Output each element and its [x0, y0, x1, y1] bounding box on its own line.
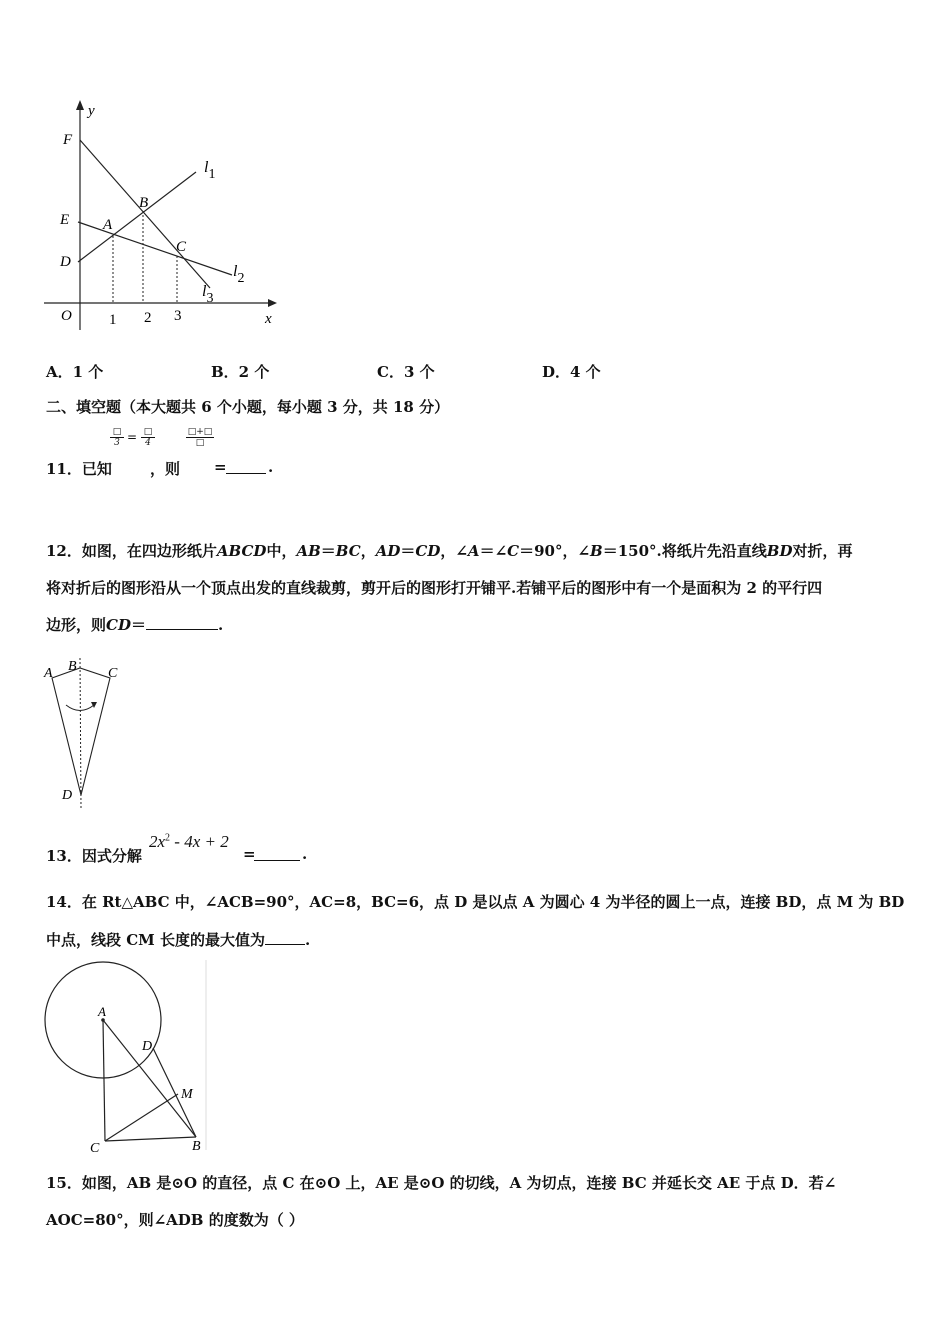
q12-text: 边形，则	[46, 616, 107, 634]
q14-text: 中点，线段 CM 长度的最大值为	[46, 931, 265, 949]
q12-var: CD	[106, 616, 131, 634]
q12-var: B	[590, 542, 603, 560]
q13-expr-sup: 2	[165, 832, 171, 844]
q11-frac2-num: □	[141, 427, 155, 438]
line-l2	[78, 222, 232, 275]
q14-circle-figure	[30, 955, 220, 1155]
line-label-l2: l2	[233, 263, 245, 286]
q12-text: ＝	[400, 542, 416, 560]
q11-prefix: 11．已知	[46, 460, 112, 478]
fold-line-bd	[80, 658, 81, 808]
q12-line-3	[46, 614, 223, 635]
q12-var: A	[467, 542, 480, 560]
kite-label-c: C	[108, 666, 118, 681]
fig14-label-a: A	[98, 1004, 106, 1019]
point-label-f: F	[63, 132, 73, 148]
q12-text: 中，	[266, 542, 297, 560]
q12-text: ＝90°，∠	[519, 542, 591, 560]
q12-text: ＝150°.将纸片先沿直线	[602, 542, 767, 560]
q11-tail: =	[214, 458, 227, 476]
q14-line-1: 14．在 Rt△ABC 中，∠ACB=90°，AC=8，BC=6，点 D 是以点 A 为圆心 4 为半径的圆上一点，连接 BD，点 M 为 BD	[46, 893, 905, 911]
q12-answer-blank[interactable]	[146, 615, 218, 630]
q11-end: .	[268, 458, 274, 476]
q14-answer-blank[interactable]	[265, 930, 305, 945]
tick-label-2: 2	[144, 310, 152, 326]
fig14-label-m: M	[181, 1087, 193, 1102]
q15-line-1: 15．如图，AB 是⊙O 的直径，点 C 在⊙O 上，AE 是⊙O 的切线，A 为切点，连接 BC 并延长交 AE 于点 D．若∠	[46, 1174, 837, 1192]
line-label-l3: l3	[202, 283, 214, 306]
q12-text: ＝∠	[479, 542, 508, 560]
q11-frac3-den: □	[195, 438, 205, 448]
q12-var: ABCD	[216, 542, 267, 560]
q13-end: .	[302, 845, 308, 863]
fig14-label-d: D	[142, 1039, 153, 1054]
segment-ac	[103, 1020, 105, 1141]
q13-expr-a: 2x	[149, 832, 166, 851]
fig14-label-b: B	[192, 1139, 201, 1154]
q12-line-2: 将对折后的图形沿从一个顶点出发的直线裁剪，剪开后的图形打开铺平.若铺平后的图形中有一个是面积为 2 的平行四	[46, 579, 823, 597]
axis-y-label: y	[88, 103, 95, 119]
q12-line-1	[46, 540, 852, 561]
q10-option-d: D．4 个	[542, 363, 601, 381]
q14-line-2	[46, 929, 310, 950]
tick-label-1: 1	[109, 312, 117, 328]
q12-var: AD	[375, 542, 401, 560]
q11-answer-blank[interactable]	[226, 459, 266, 474]
point-label-a: A	[103, 217, 113, 233]
q12-text: ＝	[130, 616, 146, 634]
q11-frac3-num: □+□	[187, 427, 213, 437]
q12-kite-figure	[30, 650, 140, 815]
q11-frac1-den: 3	[114, 438, 120, 448]
q10-option-a: A．1 个	[46, 363, 104, 381]
axis-x-label: x	[265, 311, 272, 327]
q12-var: AB	[296, 542, 321, 560]
q10-option-b: B．2 个	[211, 363, 270, 381]
q14-text: .	[305, 931, 311, 949]
q13-prefix: 13．因式分解	[46, 847, 142, 865]
tick-label-3: 3	[174, 308, 182, 324]
fig14-label-c: C	[90, 1141, 100, 1155]
q11-frac2-den: 4	[145, 438, 151, 448]
section-heading: 二、填空题（本大题共 6 个小题，每小题 3 分，共 18 分）	[46, 398, 450, 416]
q13-eq: =	[243, 845, 256, 863]
q12-var: C	[507, 542, 520, 560]
point-label-e: E	[60, 212, 70, 228]
point-label-b: B	[139, 195, 149, 211]
q11-fraction-2	[141, 427, 155, 448]
x-axis-arrow-icon	[268, 299, 277, 307]
q11-mid: ，则	[150, 460, 181, 478]
q11-fraction-3	[186, 427, 214, 448]
segment-cb	[105, 1137, 196, 1141]
q12-text: ＝	[320, 542, 336, 560]
q11-frac1-num: □	[110, 427, 124, 438]
q13-expr-b: - 4x + 2	[170, 832, 229, 851]
line-label-l1: l1	[204, 159, 216, 182]
origin-label: O	[61, 308, 72, 324]
kite-label-a: A	[44, 666, 53, 681]
q15-line-2: AOC=80°，则∠ADB 的度数为（ ）	[46, 1211, 304, 1229]
q11-fraction-1	[110, 427, 124, 448]
q12-text: ，∠	[440, 542, 468, 560]
q11-equals: =	[127, 430, 138, 444]
q12-text: 对折，再	[792, 542, 853, 560]
q10-coordinate-figure	[0, 0, 300, 340]
point-label-d: D	[60, 254, 71, 270]
q13-answer-blank[interactable]	[254, 846, 300, 861]
y-axis-arrow-icon	[76, 100, 84, 110]
q12-var: CD	[415, 542, 441, 560]
q12-var: BD	[766, 542, 793, 560]
kite-label-b: B	[68, 659, 77, 674]
point-label-c: C	[176, 239, 187, 255]
line-l3	[80, 140, 210, 288]
q12-var: BC	[335, 542, 361, 560]
q10-option-c: C．3 个	[377, 363, 435, 381]
q12-text: .	[217, 616, 224, 634]
segment-cm	[105, 1094, 178, 1141]
q12-text: 12．如图，在四边形纸片	[46, 542, 217, 560]
kite-label-d: D	[62, 788, 73, 803]
q13-expression	[149, 832, 229, 852]
segment-ab	[103, 1020, 196, 1137]
q12-text: ，	[360, 542, 376, 560]
